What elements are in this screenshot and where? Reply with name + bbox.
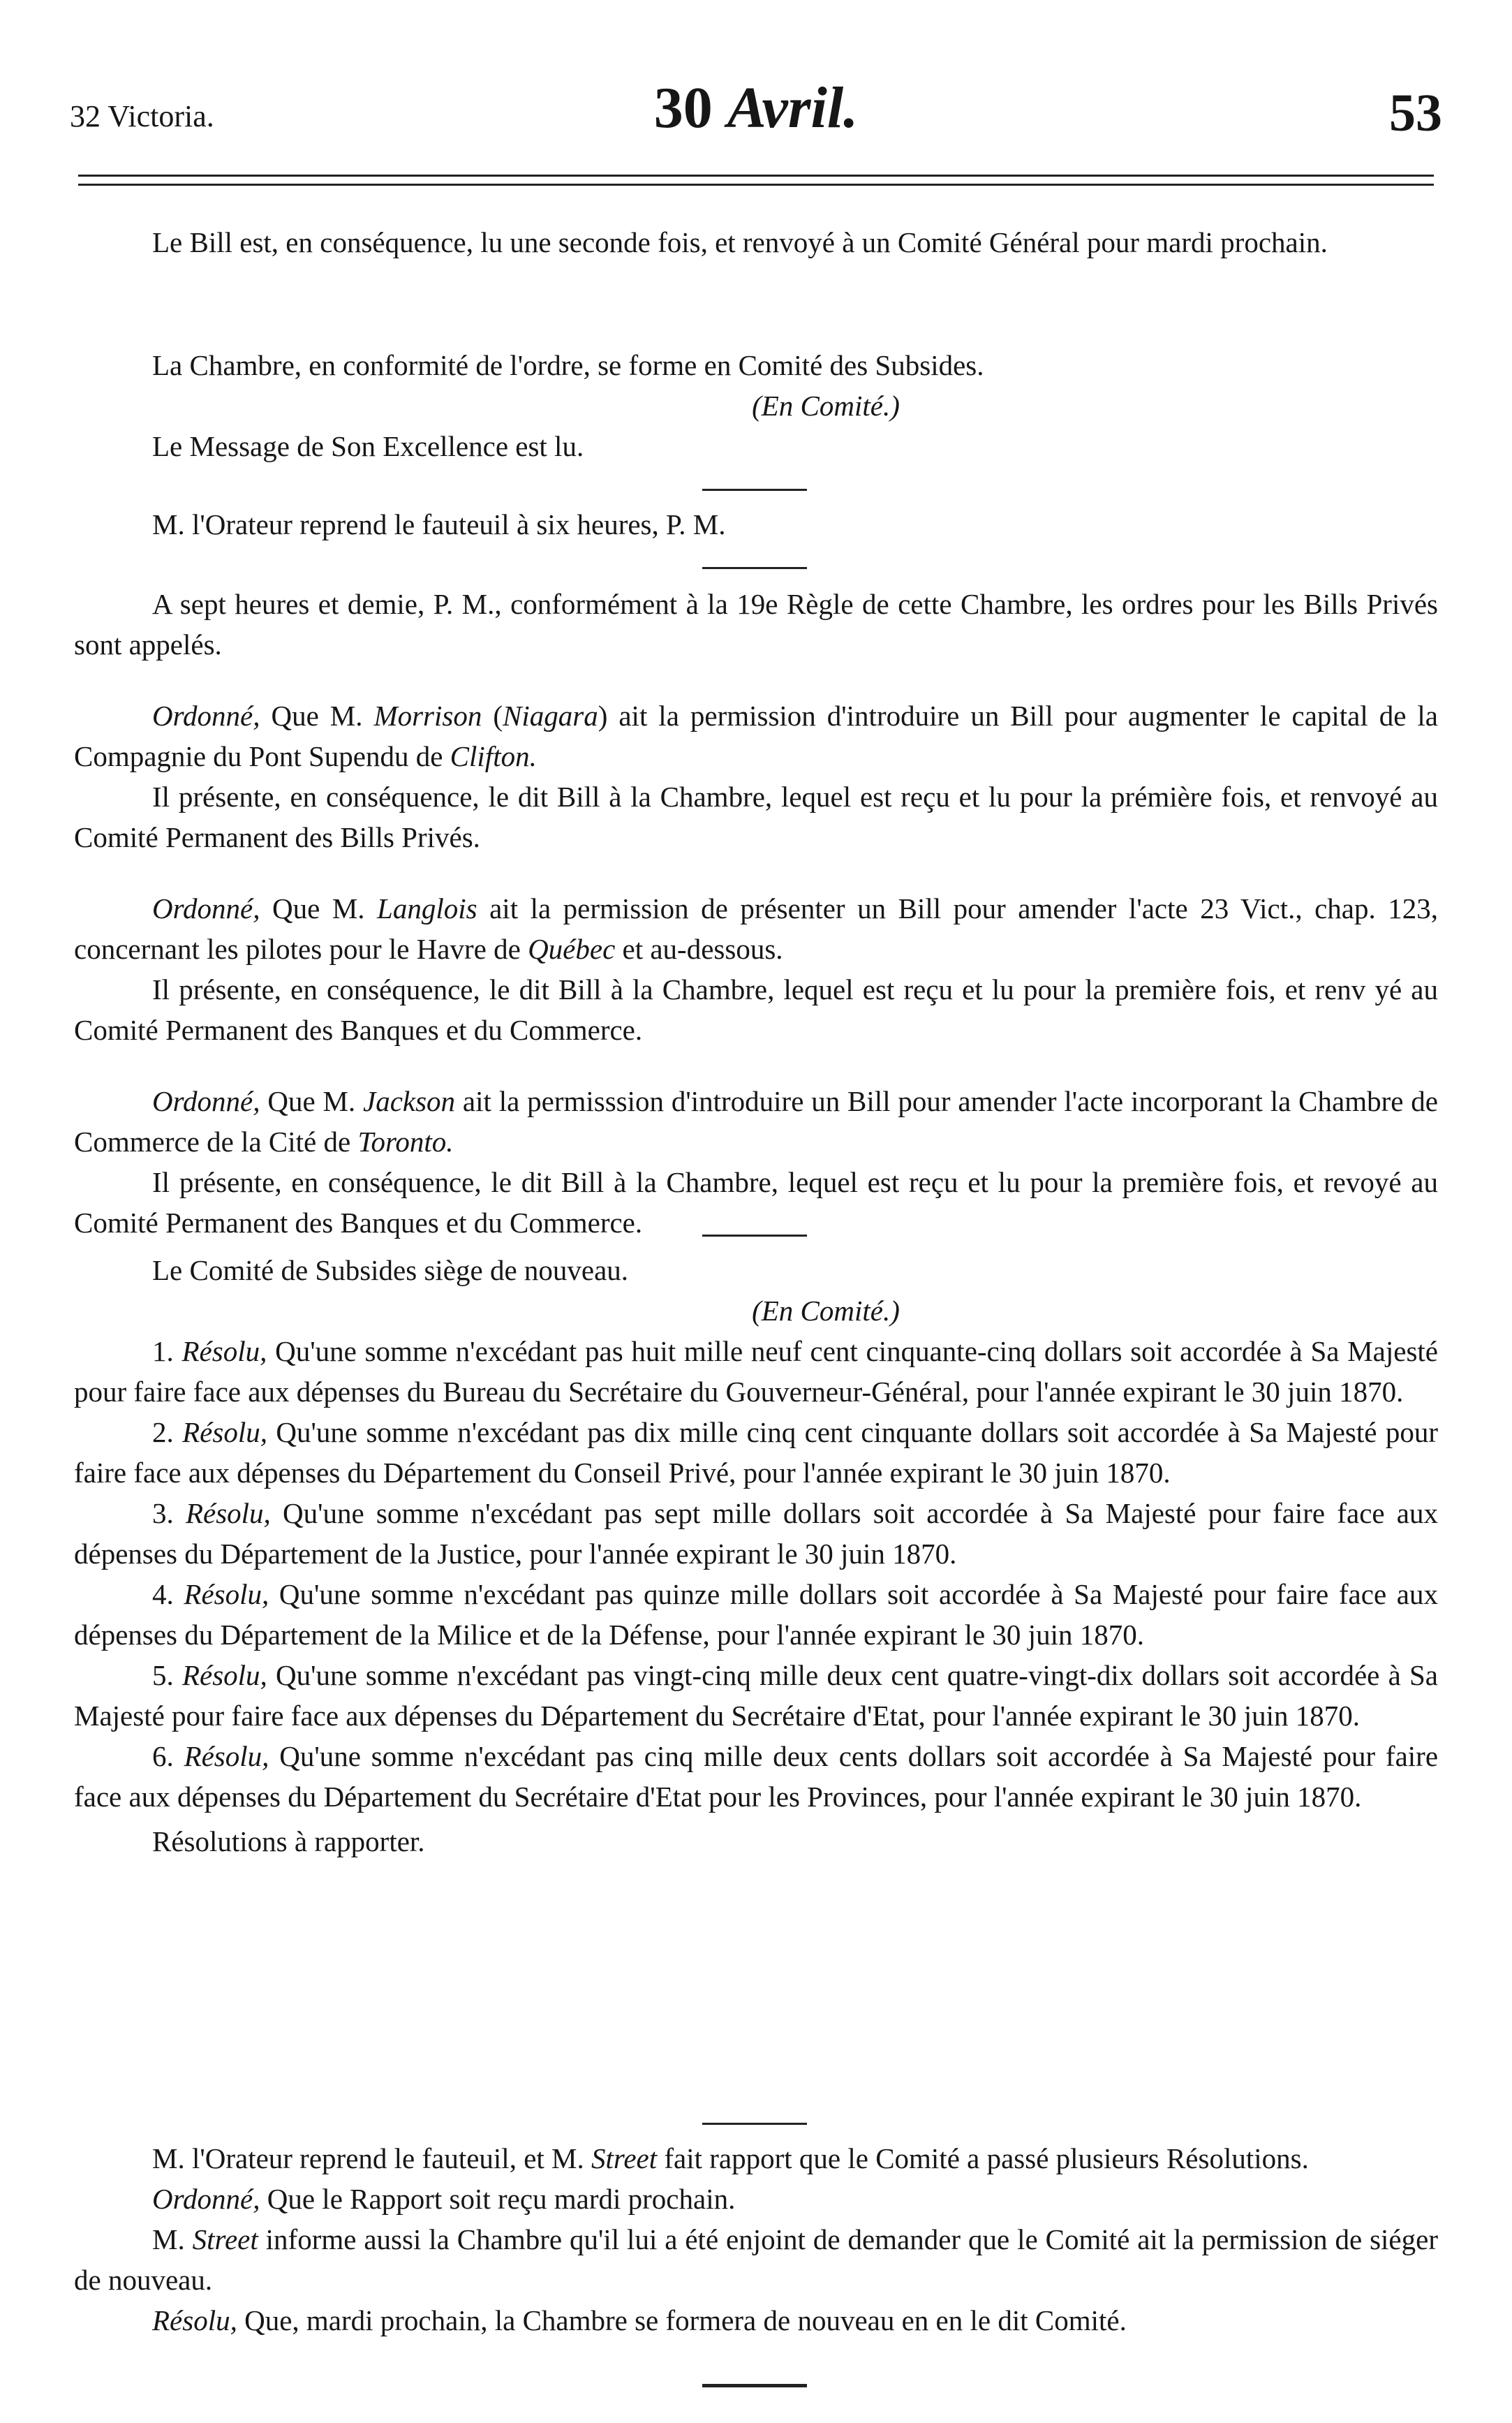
order-text: Que M. [260,892,378,925]
body-orders [74,695,1438,1243]
order-text: ) ait la permission d'introduire un Bill pour augmenter le capital de la Compagnie du Pont Supendu de [74,700,1439,772]
resolution-text: Qu'une somme n'excédant pas cinq mille deux cents dollars soit accordée à Sa Majesté pour faire face aux dépenses du Département du Secrétaire d'Etat pour les Provinces, pour l'année expirant le 30 juin 1870. [74,1740,1439,1813]
header-date [70,70,1442,147]
order-langlois [74,888,1438,969]
resolution-number: 4. [152,1578,184,1610]
paragraph-ordered-report [74,2179,1438,2219]
paragraph-orateur-six: M. l'Orateur reprend le fauteuil à six heures, P. M. [152,508,726,540]
header-double-rule [78,175,1434,186]
resolution-6 [74,1736,1438,1817]
en-comite-label: (En Comité.) [752,1295,900,1327]
resolution-2 [74,1412,1438,1493]
body-orateur [74,504,1438,545]
resolution-label: Résolu, [181,1335,267,1367]
order-text: ( [482,700,503,732]
paragraph-presents-2: Il présente, en conséquence, le dit Bill à la Chambre, lequel est reçu et lu pour la première fois, et renv yé au Comité Permanent des Banques et du Commerce. [74,973,1438,1046]
order-label: Ordonné, [152,1085,260,1117]
report-text: M. l'Orateur reprend le fauteuil, et M. [152,2142,591,2174]
resolution-number: 1. [152,1335,182,1367]
resolution-5 [74,1655,1438,1736]
resolution-text: Qu'une somme n'excédant pas vingt-cinq mille deux cent quatre-vingt-dix dollars soit accordée à Sa Majesté pour faire face aux dépenses du Département du Secrétaire d'Etat, pour l'année expirant le 30 juin 1870. [74,1659,1438,1732]
paragraph-resolved-sit [74,2300,1438,2341]
body-upper [74,222,1438,263]
section-rule [702,1235,807,1237]
paragraph-committee-supply: La Chambre, en conformité de l'ordre, se forme en Comité des Subsides. [152,349,984,381]
order-text: ait la permission de présenter un Bill pour amender l'acte 23 Vict., chap. 123, concernant les pilotes pour le Havre de [74,892,1439,965]
order-text: et au-dessous. [615,933,783,965]
resolution-label: Résolu, [185,1497,271,1529]
resolution-1 [74,1331,1438,1412]
body-resolutions [74,1250,1438,1862]
header-month: Avril. [727,75,859,140]
order-label: Ordonné, [152,2183,260,2215]
body-committee [74,345,1438,466]
body-report [74,2138,1438,2341]
order-text: Que le Rapport soit reçu mardi prochain. [260,2183,736,2215]
order-morrison [74,695,1438,776]
report-text: fait rapport que le Comité a passé plusieurs Résolutions. [657,2142,1309,2174]
resolution-number: 2. [152,1416,183,1448]
end-rule [702,2384,807,2387]
resolution-number: 5. [152,1659,182,1691]
report-text: informe aussi la Chambre qu'il lui a été enjoint de demander que le Comité ait la permission de siéger de nouveau. [74,2223,1438,2296]
body-bills [74,584,1438,665]
resolution-label: Résolu, [152,2304,237,2336]
order-jackson [74,1081,1438,1162]
resolution-text: Qu'une somme n'excédant pas dix mille cinq cent cinquante dollars soit accordée à Sa Majesté pour faire face aux dépenses du Département du Conseil Privé, pour l'année expirant le 30 juin 1870. [74,1416,1438,1489]
resolution-label: Résolu, [181,1659,267,1691]
order-text: Que M. [260,1085,363,1117]
resolution-3 [74,1493,1438,1574]
en-comite-label: (En Comité.) [752,390,900,422]
order-label: Ordonné, [152,892,260,925]
paragraph-presents-1: Il présente, en conséquence, le dit Bill à la Chambre, lequel est reçu et lu pour la prémière fois, et renvoyé au Comité Permanent des Bills Privés. [74,781,1438,853]
resolution-text: Qu'une somme n'excédant pas huit mille neuf cent cinquante-cinq dollars soit accordée à Sa Majesté pour faire face aux dépenses du Bureau du Secrétaire du Gouverneur-Général, pour l'année expirant le 30 juin 1870. [74,1335,1439,1408]
paragraph-presents-3: Il présente, en conséquence, le dit Bill à la Chambre, lequel est reçu et lu pour la première fois, et revoyé au Comité Permanent des Banques et du Commerce. [74,1166,1438,1239]
resolution-4 [74,1574,1438,1655]
member-name: Street [192,2223,258,2255]
order-text: Que M. [260,700,374,732]
section-rule [702,489,807,491]
member-name: Street [591,2142,658,2174]
order-text: ait la permisssion d'introduire un Bill pour amender l'acte incorporant la Chambre de Commerce de la Cité de [74,1085,1438,1158]
paragraph-private-bills: A sept heures et demie, P. M., conformément à la 19e Règle de cette Chambre, les ordres pour les Bills Privés sont appelés. [74,588,1438,661]
section-rule [702,567,807,569]
section-rule [702,2123,807,2125]
member-name: Morrison [373,700,482,732]
place-name: Québec [528,933,616,965]
page-number: 53 [1389,84,1442,142]
place-name: Toronto. [357,1126,454,1158]
resolution-label: Résolu, [184,1578,269,1610]
place-name: Clifton. [450,740,537,772]
resolution-label: Résolu, [184,1740,269,1772]
paragraph-second-reading: Le Bill est, en conséquence, lu une seconde fois, et renvoyé à un Comité Général pour mardi prochain. [152,226,1328,258]
page-header [70,70,1442,147]
riding-name: Niagara [503,700,598,732]
paragraph-report [74,2138,1438,2179]
resolution-label: Résolu, [182,1416,267,1448]
resolution-number: 3. [152,1497,186,1529]
paragraph-message: Le Message de Son Excellence est lu. [152,430,584,462]
resolution-number: 6. [152,1740,184,1772]
header-day: 30 [653,75,713,140]
header-session: 32 Victoria. [70,99,214,133]
resolution-text: Que, mardi prochain, la Chambre se formera de nouveau en en le dit Comité. [237,2304,1127,2336]
paragraph-committee-again: Le Comité de Subsides siège de nouveau. [152,1254,629,1286]
member-name: Jackson [363,1085,456,1117]
paragraph-street-informs [74,2219,1438,2300]
member-name: Langlois [377,892,477,925]
paragraph-to-report: Résolutions à rapporter. [152,1825,425,1857]
order-label: Ordonné, [152,700,260,732]
resolution-text: Qu'une somme n'excédant pas sept mille dollars soit accordée à Sa Majesté pour faire face aux dépenses du Département de la Justice, pour l'année expirant le 30 juin 1870. [74,1497,1438,1570]
resolution-text: Qu'une somme n'excédant pas quinze mille dollars soit accordée à Sa Majesté pour faire face aux dépenses du Département de la Milice et de la Défense, pour l'année expirant le 30 juin 1870. [74,1578,1439,1651]
report-text: M. [152,2223,193,2255]
